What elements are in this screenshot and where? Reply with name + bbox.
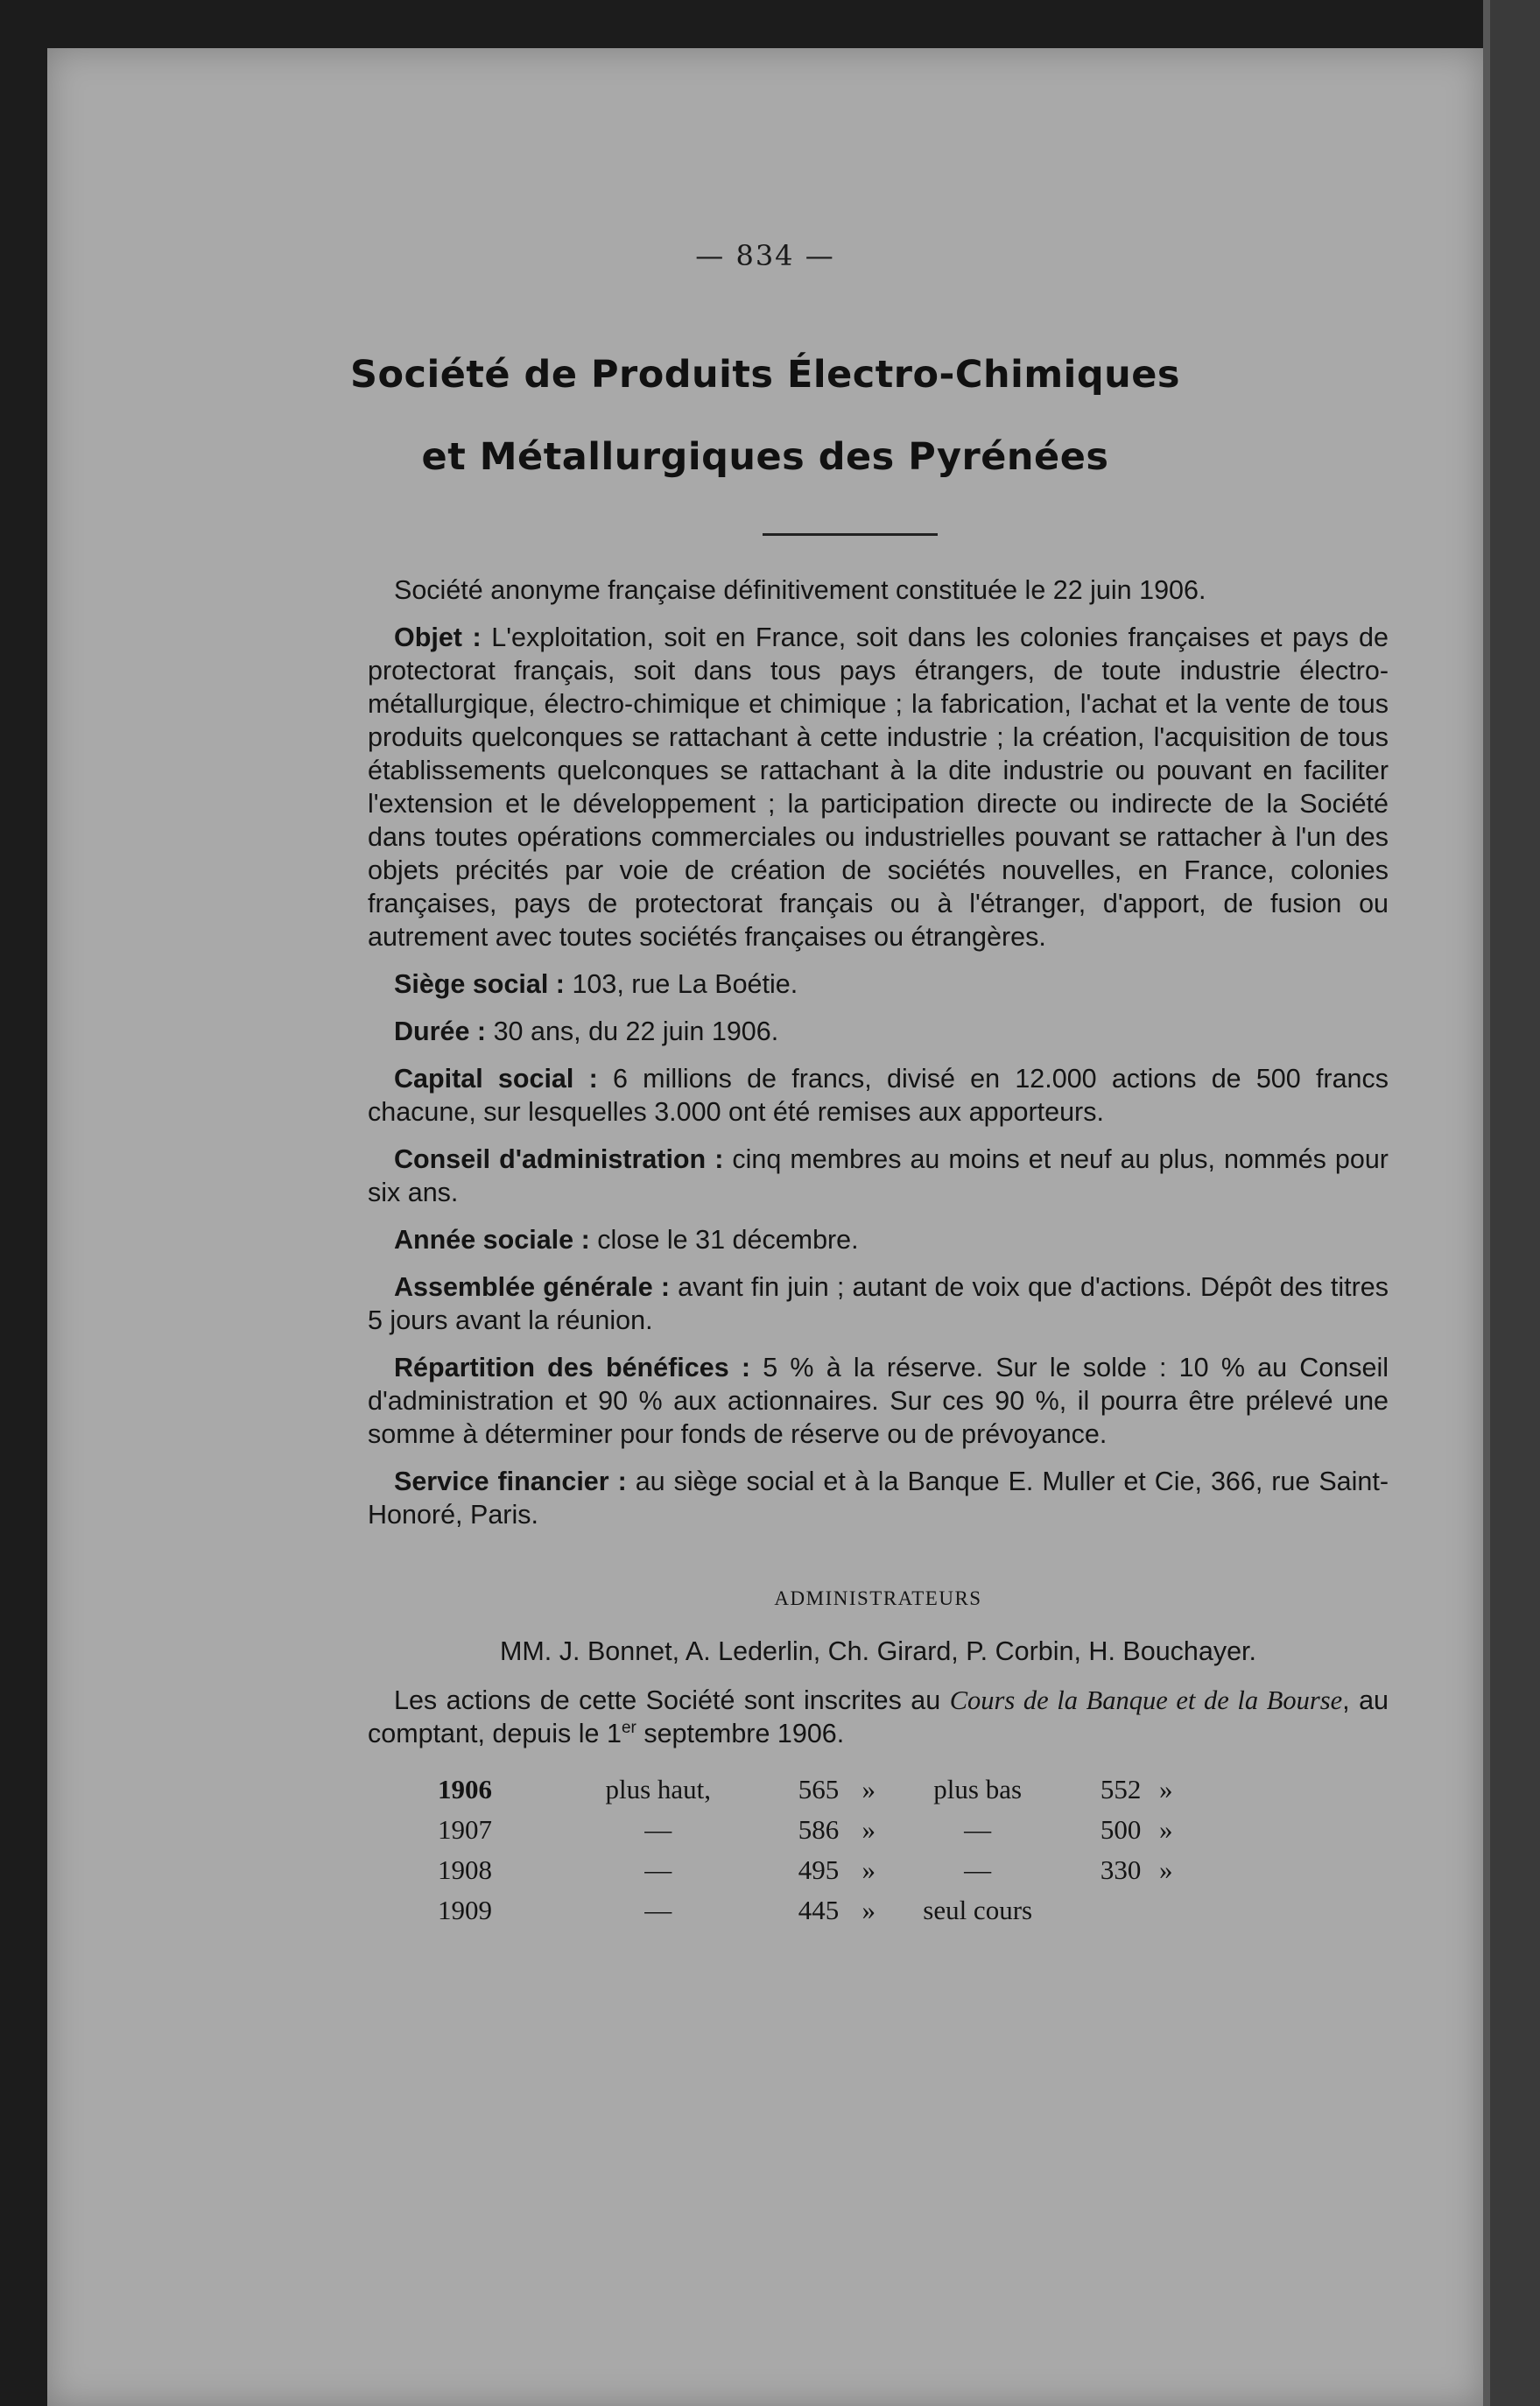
objet-text: L'exploitation, soit en France, soit dans les colonies françaises et pays de protectorat français, soit dans tous pays étrangers, de toute industrie électro-métallurgique, électro-chimique et chimique ; la fabrication, l'achat et la vente de tous produits quelconques se rattachant à cette industrie ; la création, l'acquisition de tous établissements quelconques se rattachant à la dite industrie ou pouvant en faciliter l'extension et le développement ; la participation directe ou indirecte de la Société dans toutes opérations commerciales ou industrielles pouvant se rattacher à l'un des objets précités par voie de création de sociétés nouvelles, en France, colonies françaises, pays de protectorat français ou à l'étranger, d'apport, de fusion ou autrement avec toutes sociétés françaises ou étrangères.	[368, 623, 1389, 952]
service-label: Service financier :	[394, 1467, 627, 1496]
assemblee-label: Assemblée générale :	[394, 1272, 670, 1302]
price-table	[438, 1769, 1191, 1931]
capital-text: 6 millions de francs, divisé en 12.000 actions de 500 francs chacune, sur lesquelles 3.000 ont été remises aux apporteurs.	[368, 1064, 1389, 1127]
price-low-value: 500	[1100, 1814, 1142, 1845]
price-low-label: plus bas	[933, 1774, 1023, 1804]
paragraph-conseil	[368, 1143, 1389, 1209]
paragraph-service	[368, 1465, 1389, 1531]
listing-text-end: septembre 1906.	[636, 1719, 845, 1748]
price-high-ditto: »	[861, 1774, 875, 1804]
paragraph-duree	[368, 1015, 1389, 1048]
table-row	[438, 1850, 1191, 1890]
listing-publication: Cours de la Banque et de la Bourse	[949, 1685, 1343, 1715]
repartition-label: Répartition des bénéfices :	[394, 1353, 751, 1382]
annee-label: Année sociale :	[394, 1225, 590, 1255]
siege-label: Siège social :	[394, 969, 565, 999]
price-year: 1906	[438, 1774, 492, 1804]
price-high-label: —	[644, 1854, 672, 1885]
document-page	[47, 48, 1483, 2406]
price-low-ditto: »	[1158, 1774, 1173, 1804]
intro-text: Société anonyme française définitivement constituée le 22 juin 1906.	[394, 575, 1206, 605]
paragraph-annee	[368, 1223, 1389, 1256]
price-high-value: 586	[798, 1814, 840, 1845]
price-low-label: seul cours	[923, 1895, 1033, 1925]
price-low-ditto: »	[1158, 1854, 1173, 1885]
page-number: — 834 —	[695, 239, 835, 272]
price-low-label: —	[964, 1814, 992, 1845]
paragraph-assemblee	[368, 1270, 1389, 1337]
price-high-ditto: »	[861, 1895, 875, 1925]
paragraph-objet	[368, 621, 1389, 953]
price-year: 1907	[438, 1814, 492, 1845]
administrators-heading: ADMINISTRATEURS	[774, 1587, 982, 1609]
service-text: au siège social et à la Banque E. Muller et Cie, 366, rue Saint-Honoré, Paris.	[368, 1467, 1389, 1530]
title-divider	[763, 533, 938, 536]
price-year: 1908	[438, 1854, 492, 1885]
conseil-text: cinq membres au moins et neuf au plus, nommés pour six ans.	[368, 1144, 1389, 1207]
paragraph-siege	[368, 967, 1389, 1001]
assemblee-text: avant fin juin ; autant de voix que d'actions. Dépôt des titres 5 jours avant la réunion.	[368, 1272, 1389, 1335]
price-high-value: 495	[798, 1854, 840, 1885]
table-row	[438, 1769, 1191, 1810]
document-body	[368, 573, 1389, 1931]
price-high-label: —	[644, 1895, 672, 1925]
listing-text-before: Les actions de cette Société sont inscrites au	[394, 1685, 950, 1715]
listing-superscript: er	[621, 1718, 636, 1737]
conseil-label: Conseil d'administration :	[394, 1144, 724, 1174]
siege-text: 103, rue La Boétie.	[572, 969, 798, 999]
duree-text: 30 ans, du 22 juin 1906.	[493, 1017, 779, 1046]
repartition-text: 5 % à la réserve. Sur le solde : 10 % au Conseil d'administration et 90 % aux actionnaires. Sur ces 90 %, il pourra être prélevé une somme à déterminer pour fonds de réserve ou de prévoyance.	[368, 1353, 1389, 1449]
book-edge-highlight	[1483, 0, 1490, 2406]
paragraph-capital	[368, 1062, 1389, 1129]
price-high-value: 565	[798, 1774, 840, 1804]
annee-text: close le 31 décembre.	[597, 1225, 859, 1255]
table-row	[438, 1810, 1191, 1850]
price-low-ditto: »	[1158, 1814, 1173, 1845]
paragraph-repartition	[368, 1351, 1389, 1451]
title-line-2: et Métallurgiques des Pyrénées	[421, 435, 1109, 479]
price-high-ditto: »	[861, 1814, 875, 1845]
price-year: 1909	[438, 1895, 492, 1925]
paragraph-listing	[368, 1684, 1389, 1750]
price-high-label: —	[644, 1814, 672, 1845]
price-high-ditto: »	[861, 1854, 875, 1885]
table-row	[438, 1890, 1191, 1931]
price-low-value	[1057, 1890, 1141, 1931]
objet-label: Objet :	[394, 623, 482, 652]
book-edge	[1483, 0, 1540, 2406]
administrators-names: MM. J. Bonnet, A. Lederlin, Ch. Girard, P. Corbin, H. Bouchayer.	[499, 1636, 1256, 1666]
listing-text-after: , au comptant, depuis le 1	[368, 1685, 1389, 1748]
price-high-value: 445	[798, 1895, 840, 1925]
price-low-value: 330	[1100, 1854, 1142, 1885]
title-line-1: Société de Produits Électro-Chimiques	[349, 353, 1181, 397]
price-high-label: plus haut,	[605, 1774, 712, 1804]
paragraph-intro	[368, 573, 1389, 607]
price-low-ditto	[1141, 1890, 1191, 1931]
capital-label: Capital social :	[394, 1064, 598, 1094]
price-low-label: —	[964, 1854, 992, 1885]
duree-label: Durée :	[394, 1017, 487, 1046]
price-low-value: 552	[1100, 1774, 1142, 1804]
